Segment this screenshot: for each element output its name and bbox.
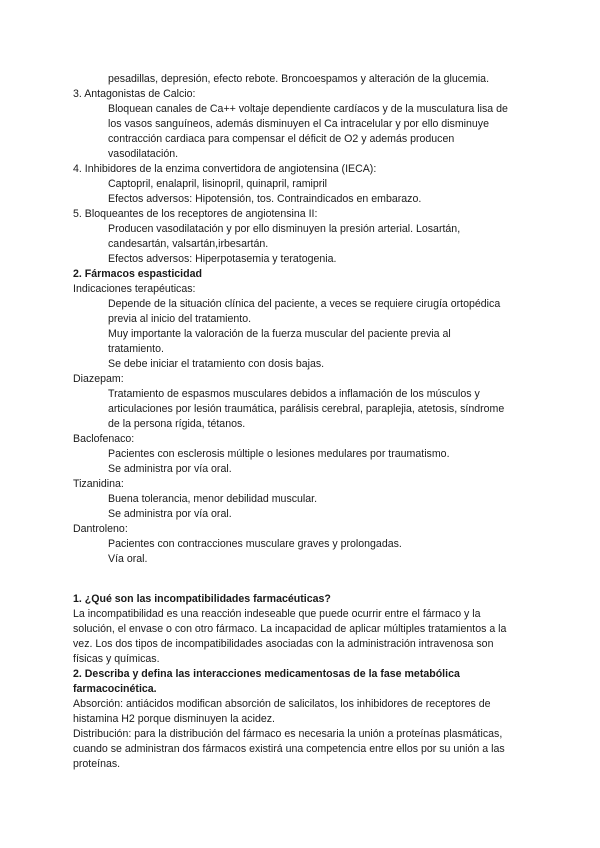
text-line: Vía oral. [108,553,148,565]
text-line: físicas y químicas. [73,653,160,665]
question-heading: 2. Describa y defina las interacciones medicamentosas de la fase metabólica [73,668,460,680]
text-line: Efectos adversos: Hiperpotasemia y teratogenia. [108,253,337,265]
text-line: cuando se administran dos fármacos existirá una competencia entre ellos por su unión a las [73,743,505,755]
text-line: Se debe iniciar el tratamiento con dosis bajas. [108,358,325,370]
text-line: Absorción: antiácidos modifican absorción de salicilatos, los inhibidores de receptores de [73,698,491,710]
text-line: Tratamiento de espasmos musculares debidos a inflamación de los músculos y [108,388,480,400]
subheading: Indicaciones terapéuticas: [73,283,196,295]
text-line: pesadillas, depresión, efecto rebote. Broncoespamos y alteración de la glucemia. [108,73,490,85]
text-line: La incompatibilidad es una reacción indeseable que puede ocurrir entre el fármaco y la [73,608,481,620]
text-line: Captopril, enalapril, lisinopril, quinapril, ramipril [108,178,328,190]
text-line: Buena tolerancia, menor debilidad muscular. [108,493,318,505]
text-line: contracción cardiaca para compensar el déficit de O2 y además producen [108,133,455,145]
text-line: previa al inicio del tratamiento. [108,313,252,325]
text-line: candesartán, valsartán,irbesartán. [108,238,269,250]
text-line: Se administra por vía oral. [108,463,232,475]
section-heading: 5. Bloqueantes de los receptores de angiotensina II: [73,208,318,220]
section-heading: 3. Antagonistas de Calcio: [73,88,196,100]
subheading: Baclofenaco: [73,433,135,445]
text-line: histamina H2 porque disminuyen la acidez. [73,713,275,725]
subheading: Tizanidina: [73,478,124,490]
text-line: Bloquean canales de Ca++ voltaje dependiente cardíacos y de la musculatura lisa de [108,103,508,115]
text-line: vasodilatación. [108,148,179,160]
text-line: Producen vasodilatación y por ello disminuyen la presión arterial. Losartán, [108,223,461,235]
question-heading: 1. ¿Qué son las incompatibilidades farmacéuticas? [73,593,331,605]
section-heading: 4. Inhibidores de la enzima convertidora de angiotensina (IECA): [73,163,377,175]
subheading: Dantroleno: [73,523,128,535]
text-line: Pacientes con esclerosis múltiple o lesiones medulares por traumatismo. [108,448,450,460]
question-heading: farmacocinética. [73,683,157,695]
text-line: solución, el envase o con otro fármaco. La incapacidad de aplicar múltiples tratamientos a la [73,623,507,635]
text-line: articulaciones por lesión traumática, parálisis cerebral, paraplejia, atetosis, síndrome [108,403,505,415]
text-line: Efectos adversos: Hipotensión, tos. Contraindicados en embarazo. [108,193,422,205]
text-line: Muy importante la valoración de la fuerza muscular del paciente previa al [108,328,451,340]
text-line: los vasos sanguíneos, además disminuyen el Ca intracelular y por ello disminuye [108,118,489,130]
text-line: Pacientes con contracciones musculare graves y prolongadas. [108,538,402,550]
text-line: tratamiento. [108,343,164,355]
text-line: Se administra por vía oral. [108,508,232,520]
text-line: Distribución: para la distribución del fármaco es necesaria la unión a proteínas plasmáticas, [73,728,503,740]
text-line: vez. Los dos tipos de incompatibilidades asociadas con la administración intravenosa son [73,638,494,650]
text-line: proteínas. [73,758,121,770]
text-line: de la persona rígida, tétanos. [108,418,246,430]
subheading: Diazepam: [73,373,124,385]
section-title: 2. Fármacos espasticidad [73,268,202,280]
text-line: Depende de la situación clínica del paciente, a veces se requiere cirugía ortopédica [108,298,501,310]
